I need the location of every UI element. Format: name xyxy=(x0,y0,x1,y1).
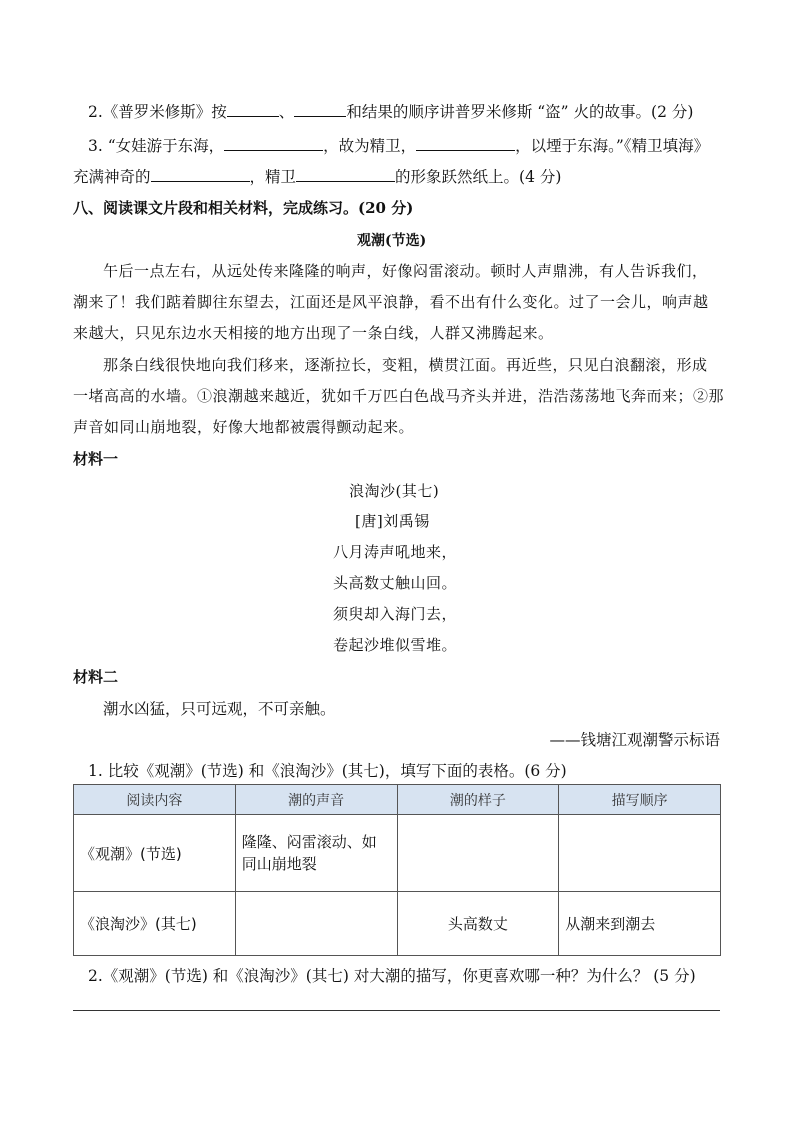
table-row xyxy=(74,892,721,956)
poem-line: 八月涛声吼地来， xyxy=(333,543,458,561)
table-header-cell: 描写顺序 xyxy=(559,785,721,815)
question-3-line-2 xyxy=(73,165,561,187)
poem-author: [唐]刘禹锡 xyxy=(355,512,430,530)
table-cell-empty[interactable] xyxy=(397,815,559,892)
passage-title: 观潮(节选) xyxy=(357,233,427,249)
table-header-row xyxy=(74,785,721,815)
table-cell-empty[interactable] xyxy=(559,815,721,892)
table-cell: 《观潮》(节选) xyxy=(74,815,236,892)
table-cell: 隆隆、闷雷滚动、如同山崩地裂 xyxy=(235,815,397,892)
answer-blank[interactable] xyxy=(416,136,515,151)
table-cell: 从潮来到潮去 xyxy=(559,892,721,956)
question-1-text: 1. 比较《观潮》(节选) 和《浪淘沙》(其七)，填写下面的表格。(6 分) xyxy=(88,762,567,780)
answer-line[interactable] xyxy=(73,1010,720,1011)
poem-line: 头高数丈触山回。 xyxy=(333,574,458,592)
material-2-text: 潮水凶猛，只可远观，不可亲触。 xyxy=(103,700,336,718)
answer-blank[interactable] xyxy=(294,102,346,117)
table-row xyxy=(74,815,721,892)
q3-l2c: 的形象跃然纸上。(4 分) xyxy=(395,168,562,186)
material-1-label: 材料一 xyxy=(73,450,119,468)
table-header-cell: 潮的声音 xyxy=(235,785,397,815)
q3-l2a: 充满神奇的 xyxy=(73,168,151,186)
passage-p1-line-3: 来越大，只见东边水天相接的地方出现了一条白线，人群又沸腾起来。 xyxy=(73,324,554,342)
passage-p1-line-2: 潮来了！我们踮着脚往东望去，江面还是风平浪静，看不出有什么变化。过了一会儿，响声越 xyxy=(73,293,709,311)
table-header-cell: 阅读内容 xyxy=(74,785,236,815)
passage-p2-line-1: 那条白线很快地向我们移来，逐渐拉长，变粗，横贯江面。再近些，只见白浪翻滚，形成 xyxy=(103,356,708,374)
poem-line: 须臾却入海门去， xyxy=(333,605,458,623)
q3-l1c: ，以堙于东海。”《精卫填海》 xyxy=(515,137,710,155)
passage-p2-line-3: 声音如同山崩地裂，好像大地都被震得颤动起来。 xyxy=(73,418,415,436)
table-cell: 《浪淘沙》(其七) xyxy=(74,892,236,956)
answer-blank[interactable] xyxy=(296,167,395,182)
answer-blank[interactable] xyxy=(227,102,279,117)
q2-prefix: 2.《普罗米修斯》按 xyxy=(88,103,227,121)
q2-sep: 、 xyxy=(278,103,295,121)
question-2-text: 2.《观潮》(节选) 和《浪淘沙》(其七) 对大潮的描写，你更喜欢哪一种？为什么？ (5 分) xyxy=(88,967,696,985)
section-heading: 八、阅读课文片段和相关材料，完成练习。(20 分) xyxy=(73,199,414,217)
material-2-source: ——钱塘江观潮警示标语 xyxy=(549,731,720,749)
question-3-line-1 xyxy=(88,134,709,156)
material-2-label: 材料二 xyxy=(73,668,119,686)
answer-blank[interactable] xyxy=(151,167,250,182)
table-header-cell: 潮的样子 xyxy=(397,785,559,815)
q2-suffix: 和结果的顺序讲普罗米修斯 “盗” 火的故事。(2 分) xyxy=(346,103,694,121)
table-cell-empty[interactable] xyxy=(235,892,397,956)
poem-line: 卷起沙堆似雪堆。 xyxy=(333,636,458,654)
comparison-table xyxy=(73,784,721,956)
q3-l2b: ，精卫 xyxy=(249,168,297,186)
poem-title: 浪淘沙(其七) xyxy=(349,482,440,500)
q3-l1a: 3. “女娃游于东海， xyxy=(88,137,225,155)
question-2-line xyxy=(88,100,693,122)
q3-l1b: ，故为精卫， xyxy=(323,137,417,155)
passage-p1-line-1: 午后一点左右，从远处传来隆隆的响声，好像闷雷滚动。顿时人声鼎沸，有人告诉我们， xyxy=(103,262,708,280)
answer-blank[interactable] xyxy=(224,136,323,151)
passage-p2-line-2: 一堵高高的水墙。①浪潮越来越近，犹如千万匹白色战马齐头并进，浩浩荡荡地飞奔而来；②那 xyxy=(73,387,725,405)
table-cell: 头高数丈 xyxy=(397,892,559,956)
